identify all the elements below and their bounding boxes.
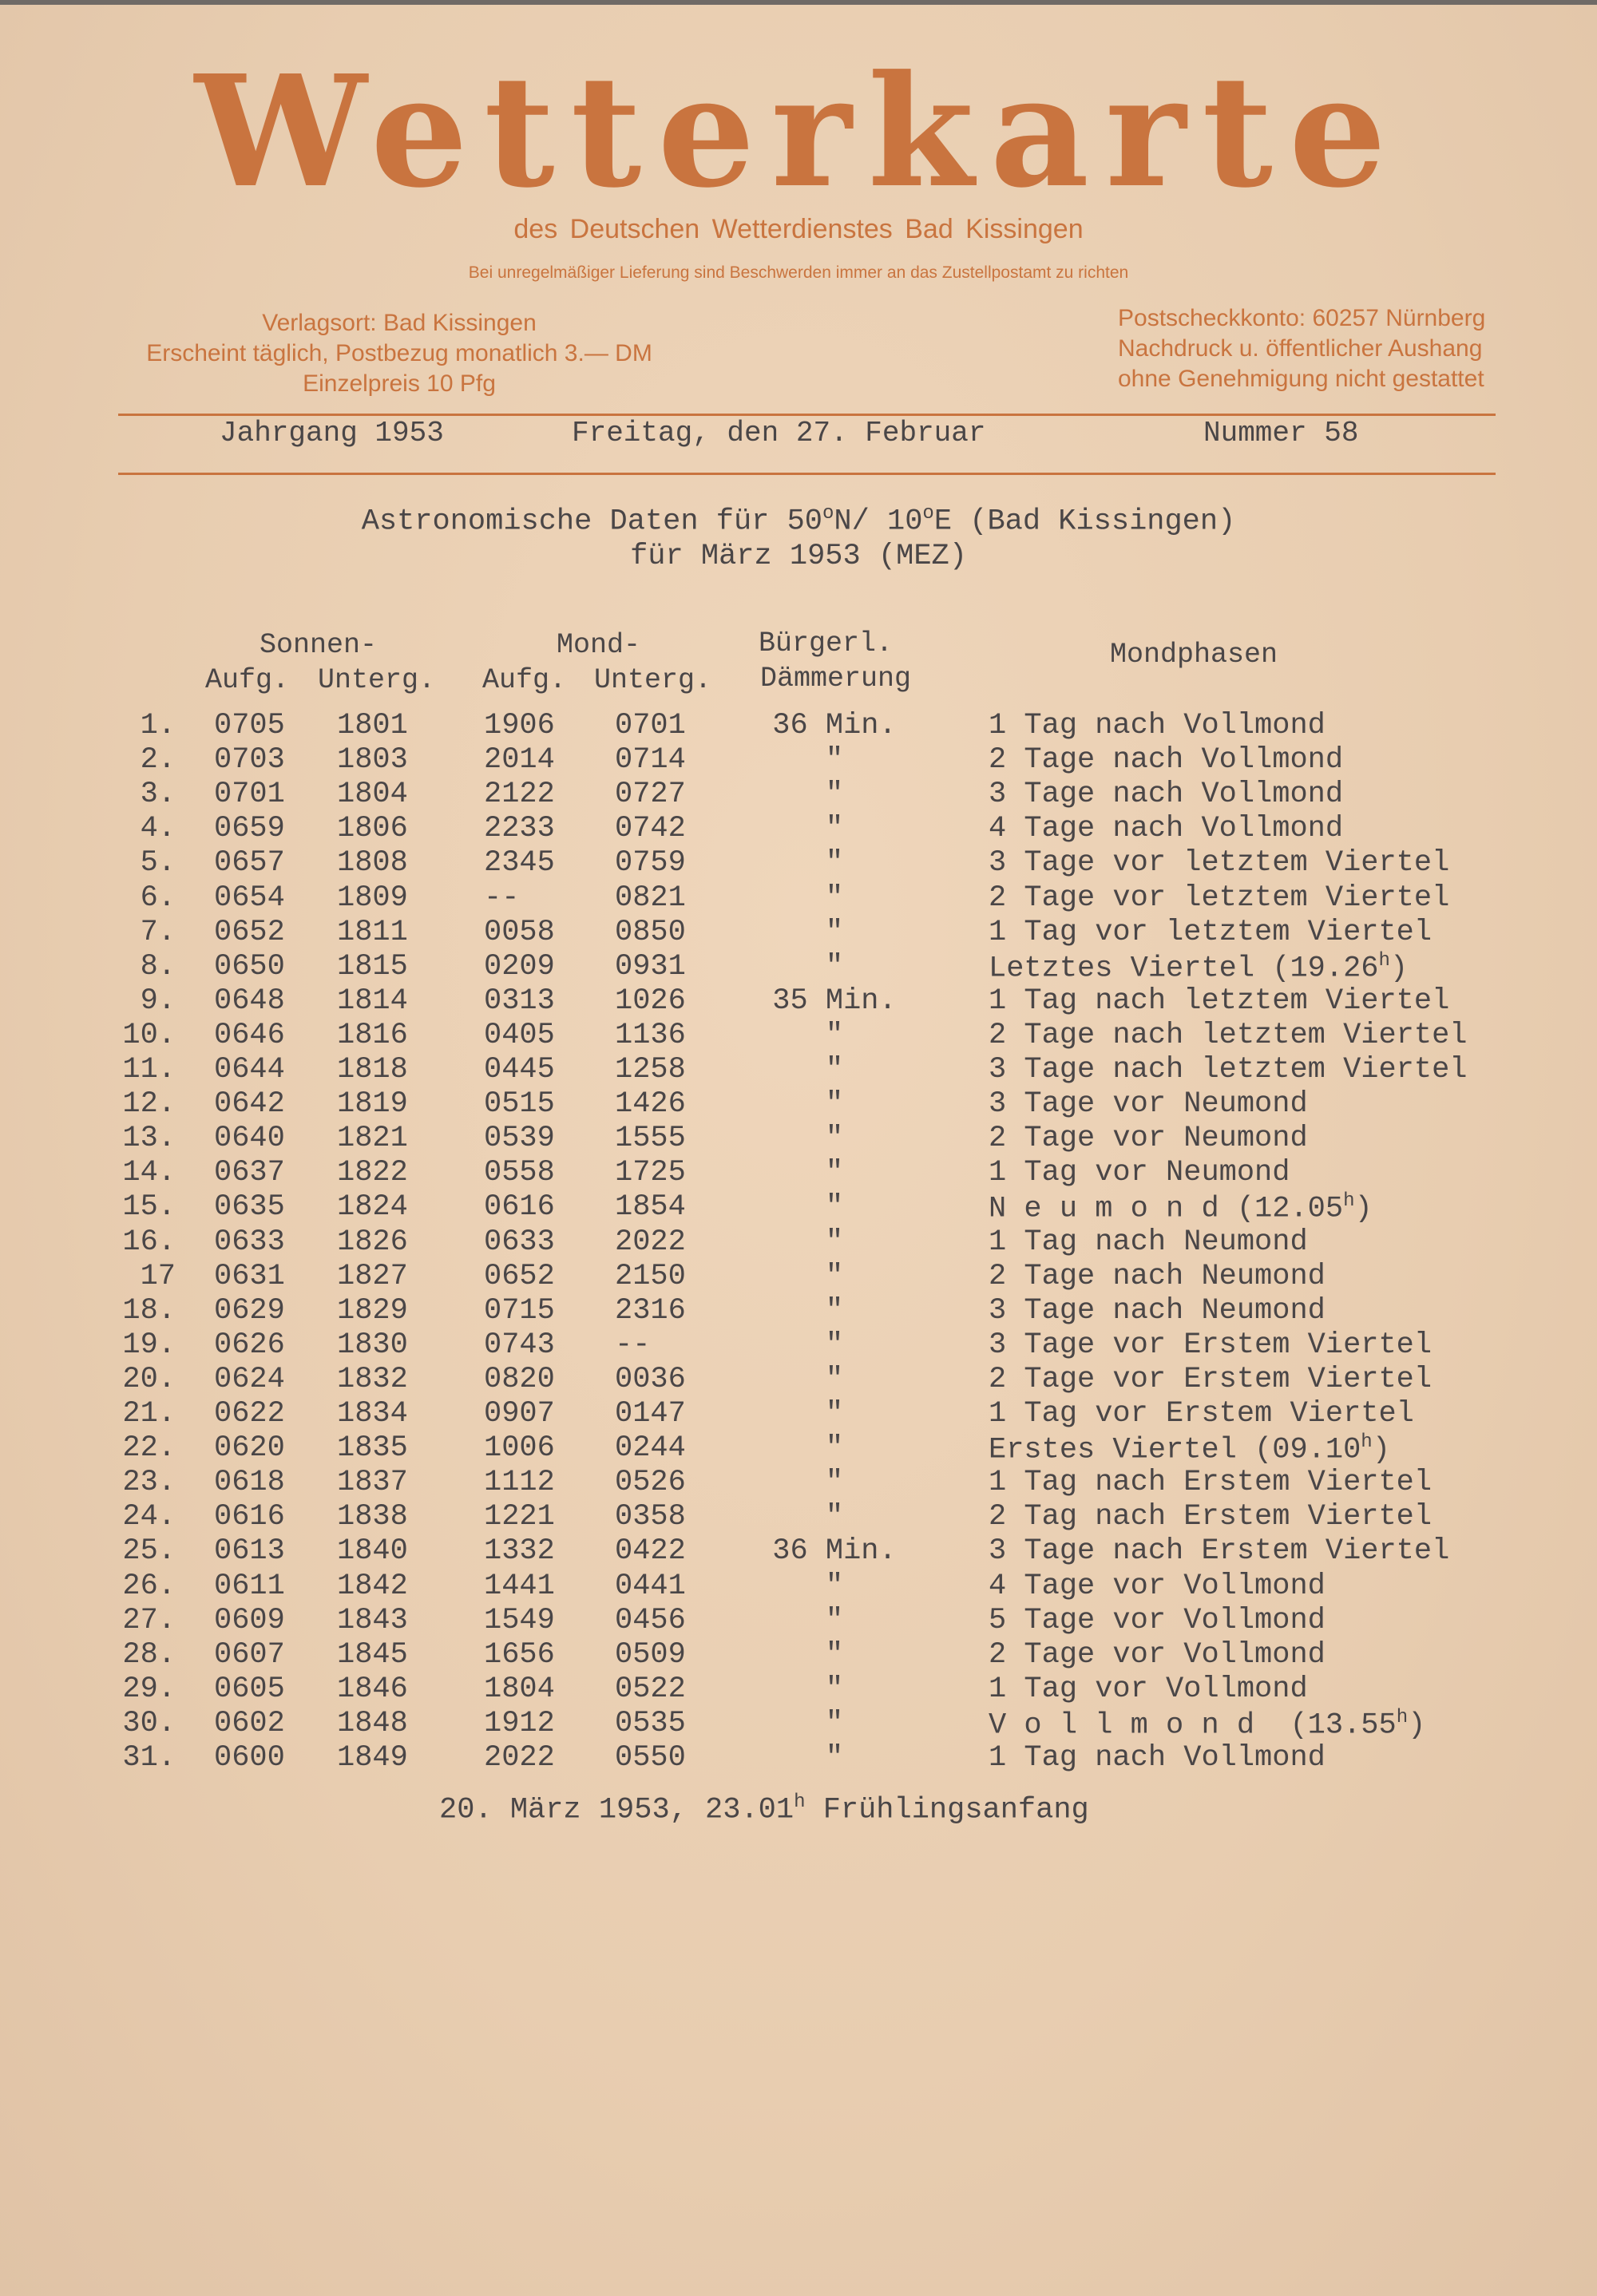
sunrise-cell: 0616 (214, 1500, 285, 1534)
moonset-cell: 1026 (615, 984, 686, 1018)
moonrise-cell: 2345 (484, 846, 555, 881)
moonphase-cell: 3 Tage nach Vollmond (989, 778, 1344, 812)
day-cell: 17 (140, 1259, 176, 1293)
moonset-cell: 0714 (615, 743, 686, 778)
sunrise-cell: 0620 (214, 1431, 285, 1466)
moonphase-cell: 1 Tag nach letztem Viertel (989, 984, 1450, 1018)
day-cell: 15. (122, 1190, 176, 1225)
moonrise-cell: 1441 (484, 1569, 555, 1603)
moonset-cell: 1854 (615, 1190, 686, 1225)
twilight-cell: " (825, 1018, 844, 1052)
publisher-info (120, 308, 679, 399)
day-cell: 6. (140, 881, 176, 915)
day-cell: 20. (122, 1362, 176, 1396)
table-row (0, 1431, 1597, 1466)
table-row (0, 1087, 1597, 1122)
issue-date: Freitag, den 27. Februar (572, 417, 986, 449)
col-group-moon: Mond- (557, 629, 641, 661)
sunrise-cell: 0622 (214, 1397, 285, 1431)
twilight-cell: " (825, 881, 844, 915)
twilight-cell: " (825, 1466, 844, 1500)
moonrise-cell: 0539 (484, 1122, 555, 1156)
moonphase-cell: Erstes Viertel (09.10$^h$) (989, 1431, 1390, 1467)
sunrise-cell: 0650 (214, 949, 285, 984)
moonset-cell: 0550 (615, 1741, 686, 1775)
moonrise-cell: 0445 (484, 1053, 555, 1087)
moonset-cell: 0931 (615, 949, 686, 984)
table-row (0, 1294, 1597, 1328)
moonset-cell: 0522 (615, 1672, 686, 1706)
moonphase-cell: 3 Tage nach Neumond (989, 1293, 1326, 1328)
moonset-cell: 0727 (615, 778, 686, 812)
day-cell: 18. (122, 1293, 176, 1328)
table-row (0, 1707, 1597, 1741)
twilight-cell: 36 Min. (772, 1534, 897, 1569)
moonphase-cell: 4 Tage nach Vollmond (989, 812, 1344, 846)
day-cell: 10. (122, 1018, 176, 1052)
masthead-title: Wetterkarte (194, 42, 1403, 222)
moonset-cell: 0742 (615, 812, 686, 846)
table-row (0, 846, 1597, 881)
table-row (0, 1190, 1597, 1225)
day-cell: 23. (122, 1466, 176, 1500)
moonphase-cell: 3 Tage nach Erstem Viertel (989, 1534, 1450, 1569)
day-cell: 21. (122, 1397, 176, 1431)
moonphase-cell: 4 Tage vor Vollmond (989, 1569, 1326, 1603)
account-line-3: ohne Genehmigung nicht gestattet (1118, 366, 1484, 392)
sunset-cell: 1827 (337, 1259, 408, 1293)
sunrise-cell: 0703 (214, 743, 285, 778)
account-info (1118, 303, 1497, 394)
twilight-cell: " (825, 1706, 844, 1740)
sunset-cell: 1829 (337, 1293, 408, 1328)
publisher-line-2: Erscheint täglich, Postbezug monatlich 3.— DM (146, 340, 652, 366)
twilight-cell: " (825, 1431, 844, 1466)
moonset-cell: 1426 (615, 1087, 686, 1122)
moonrise-cell: 2014 (484, 743, 555, 778)
day-cell: 9. (140, 984, 176, 1018)
sunrise-cell: 0605 (214, 1672, 285, 1706)
moonphase-cell: 2 Tage vor letztem Viertel (989, 881, 1450, 915)
moonrise-cell: 2233 (484, 812, 555, 846)
twilight-cell: " (825, 778, 844, 812)
day-cell: 25. (122, 1534, 176, 1569)
twilight-cell: " (825, 1259, 844, 1293)
day-cell: 1. (140, 709, 176, 742)
sunset-cell: 1846 (337, 1672, 408, 1706)
publisher-line-1: Verlagsort: Bad Kissingen (262, 310, 537, 336)
sunrise-cell: 0624 (214, 1362, 285, 1396)
table-row (0, 1673, 1597, 1707)
table-row (0, 1741, 1597, 1775)
day-cell: 14. (122, 1156, 176, 1190)
moonrise-cell: 0715 (484, 1293, 555, 1328)
twilight-cell: 35 Min. (772, 984, 897, 1018)
moonrise-cell: 0058 (484, 915, 555, 949)
day-cell: 29. (122, 1672, 176, 1706)
sunset-cell: 1803 (337, 743, 408, 778)
day-cell: 4. (140, 812, 176, 846)
day-cell: 19. (122, 1328, 176, 1362)
twilight-cell: " (825, 1087, 844, 1122)
footer-note: 20. März 1953, 23.01$^h$ Frühlingsanfang (439, 1791, 1089, 1827)
moonrise-cell: 0313 (484, 984, 555, 1018)
sunrise-cell: 0626 (214, 1328, 285, 1362)
moonset-cell: 0441 (615, 1569, 686, 1603)
moonphase-cell: 1 Tag vor Vollmond (989, 1672, 1308, 1706)
moonset-cell: 1258 (615, 1053, 686, 1087)
sunrise-cell: 0600 (214, 1741, 285, 1775)
sunset-cell: 1818 (337, 1053, 408, 1087)
moonphase-cell: 1 Tag vor Erstem Viertel (989, 1397, 1414, 1431)
sunrise-cell: 0629 (214, 1293, 285, 1328)
moonset-cell: 0850 (615, 915, 686, 949)
sunset-cell: 1814 (337, 984, 408, 1018)
table-row (0, 1604, 1597, 1638)
header-rule-top (118, 414, 1496, 416)
moonphase-cell: 2 Tage nach Vollmond (989, 743, 1344, 778)
moonphase-cell: 2 Tage vor Neumond (989, 1122, 1308, 1156)
moonrise-cell: 0405 (484, 1018, 555, 1052)
moonrise-cell: 0743 (484, 1328, 555, 1362)
moonset-cell: 0244 (615, 1431, 686, 1466)
day-cell: 31. (122, 1741, 176, 1775)
moonrise-cell: 1112 (484, 1466, 555, 1500)
moonrise-cell: 1906 (484, 709, 555, 742)
twilight-cell: " (825, 1225, 844, 1259)
account-line-1: Postscheckkonto: 60257 Nürnberg (1118, 305, 1486, 331)
twilight-cell: " (825, 743, 844, 778)
day-cell: 28. (122, 1637, 176, 1672)
table-row (0, 1053, 1597, 1087)
moonrise-cell: 1804 (484, 1672, 555, 1706)
sunset-cell: 1826 (337, 1225, 408, 1259)
moonrise-cell: 1006 (484, 1431, 555, 1466)
issue-year: Jahrgang 1953 (220, 417, 444, 449)
sunrise-cell: 0648 (214, 984, 285, 1018)
moonrise-cell: 1221 (484, 1500, 555, 1534)
moonrise-cell: 2122 (484, 778, 555, 812)
moonset-cell: 0456 (615, 1603, 686, 1637)
sunrise-cell: 0652 (214, 915, 285, 949)
moonphase-cell: 3 Tage vor letztem Viertel (989, 846, 1450, 881)
sunrise-cell: 0654 (214, 881, 285, 915)
sunset-cell: 1808 (337, 846, 408, 881)
day-cell: 16. (122, 1225, 176, 1259)
sunrise-cell: 0637 (214, 1156, 285, 1190)
sunset-cell: 1840 (337, 1534, 408, 1569)
moonphase-cell: 2 Tag nach Erstem Viertel (989, 1500, 1433, 1534)
col-sun-rise: Aufg. (205, 664, 290, 696)
moonrise-cell: 1656 (484, 1637, 555, 1672)
moonphase-cell: 1 Tag nach Vollmond (989, 709, 1326, 742)
sunrise-cell: 0631 (214, 1259, 285, 1293)
moonrise-cell: 0209 (484, 949, 555, 984)
moonset-cell: 0701 (615, 709, 686, 742)
day-cell: 27. (122, 1603, 176, 1637)
sunrise-cell: 0635 (214, 1190, 285, 1225)
moonphase-cell: 2 Tage vor Vollmond (989, 1637, 1326, 1672)
table-subtitle: für März 1953 (MEZ) (630, 540, 967, 573)
moonphase-cell: 1 Tag nach Vollmond (989, 1741, 1326, 1775)
moonphase-cell: 3 Tage nach letztem Viertel (989, 1053, 1468, 1087)
moonset-cell: 1136 (615, 1018, 686, 1052)
sunset-cell: 1835 (337, 1431, 408, 1466)
twilight-cell: " (825, 1328, 844, 1362)
moonset-cell: 0358 (615, 1500, 686, 1534)
moonphase-cell: 1 Tag nach Erstem Viertel (989, 1466, 1433, 1500)
table-row (0, 984, 1597, 1019)
sunset-cell: 1804 (337, 778, 408, 812)
table-row (0, 1638, 1597, 1673)
table-row (0, 950, 1597, 984)
day-cell: 5. (140, 846, 176, 881)
table-row (0, 812, 1597, 846)
sunset-cell: 1849 (337, 1741, 408, 1775)
twilight-cell: " (825, 1500, 844, 1534)
moonset-cell: 0422 (615, 1534, 686, 1569)
table-row (0, 1534, 1597, 1569)
moonset-cell: 0759 (615, 846, 686, 881)
sunrise-cell: 0633 (214, 1225, 285, 1259)
moonset-cell: 2316 (615, 1293, 686, 1328)
twilight-cell: " (825, 1293, 844, 1328)
sunset-cell: 1832 (337, 1362, 408, 1396)
col-moon-rise: Aufg. (482, 664, 567, 696)
sunrise-cell: 0611 (214, 1569, 285, 1603)
moonrise-cell: 0558 (484, 1156, 555, 1190)
table-row (0, 1570, 1597, 1604)
sunset-cell: 1845 (337, 1637, 408, 1672)
moonrise-cell: 0616 (484, 1190, 555, 1225)
moonset-cell: 0526 (615, 1466, 686, 1500)
moonrise-cell: 0652 (484, 1259, 555, 1293)
moonphase-cell: 3 Tage vor Neumond (989, 1087, 1308, 1122)
twilight-cell: " (825, 1053, 844, 1087)
moonphase-cell: 2 Tage nach letztem Viertel (989, 1018, 1468, 1052)
sunset-cell: 1806 (337, 812, 408, 846)
table-row (0, 1363, 1597, 1397)
moonrise-cell: 1549 (484, 1603, 555, 1637)
moonset-cell: 0509 (615, 1637, 686, 1672)
twilight-cell: " (825, 915, 844, 949)
moonphase-cell: 3 Tage vor Erstem Viertel (989, 1328, 1433, 1362)
moonset-cell: 0535 (615, 1706, 686, 1740)
moonset-cell: 1725 (615, 1156, 686, 1190)
table-row (0, 1500, 1597, 1534)
sunset-cell: 1842 (337, 1569, 408, 1603)
moonset-cell: 2150 (615, 1259, 686, 1293)
table-row (0, 881, 1597, 916)
sunset-cell: 1848 (337, 1706, 408, 1740)
sunset-cell: 1821 (337, 1122, 408, 1156)
twilight-cell: " (825, 949, 844, 984)
sunset-cell: 1819 (337, 1087, 408, 1122)
moonset-cell: 1555 (615, 1122, 686, 1156)
twilight-cell: " (825, 1672, 844, 1706)
sunrise-cell: 0642 (214, 1087, 285, 1122)
day-cell: 30. (122, 1706, 176, 1740)
moonset-cell: 2022 (615, 1225, 686, 1259)
table-row (0, 1397, 1597, 1431)
table-row (0, 1328, 1597, 1363)
moonset-cell: 0147 (615, 1397, 686, 1431)
twilight-cell: " (825, 1397, 844, 1431)
day-cell: 12. (122, 1087, 176, 1122)
sunrise-cell: 0640 (214, 1122, 285, 1156)
masthead-subtitle: des Deutschen Wetterdienstes Bad Kissingen (513, 214, 1084, 244)
publisher-line-3: Einzelpreis 10 Pfg (303, 370, 496, 397)
moonrise-cell: 2022 (484, 1741, 555, 1775)
day-cell: 11. (122, 1053, 176, 1087)
moonrise-cell: 0633 (484, 1225, 555, 1259)
table-row (0, 778, 1597, 812)
moonphase-cell: 2 Tage nach Neumond (989, 1259, 1326, 1293)
twilight-cell: " (825, 1741, 844, 1775)
table-row (0, 916, 1597, 950)
moonphase-cell: 1 Tag vor letztem Viertel (989, 915, 1433, 949)
moonphase-cell: 1 Tag nach Neumond (989, 1225, 1308, 1259)
sunrise-cell: 0657 (214, 846, 285, 881)
table-row (0, 743, 1597, 778)
sunset-cell: 1837 (337, 1466, 408, 1500)
twilight-cell: " (825, 1122, 844, 1156)
sunrise-cell: 0705 (214, 709, 285, 742)
moonphase-cell: N e u m o n d (12.05$^h$) (989, 1190, 1373, 1226)
table-row (0, 1260, 1597, 1294)
day-cell: 8. (140, 949, 176, 984)
col-twilight-sub: Dämmerung (760, 663, 912, 695)
moonrise-cell: -- (484, 881, 520, 915)
sunrise-cell: 0609 (214, 1603, 285, 1637)
moonphase-cell: 1 Tag vor Neumond (989, 1156, 1290, 1190)
sunset-cell: 1838 (337, 1500, 408, 1534)
twilight-cell: " (825, 1603, 844, 1637)
sunset-cell: 1843 (337, 1603, 408, 1637)
sunrise-cell: 0613 (214, 1534, 285, 1569)
sunrise-cell: 0701 (214, 778, 285, 812)
table-row (0, 1225, 1597, 1260)
col-moonphases: Mondphasen (1110, 639, 1278, 671)
moonphase-cell: V o l l m o n d (13.55$^h$) (989, 1706, 1426, 1743)
table-row (0, 1156, 1597, 1190)
moonset-cell: -- (615, 1328, 651, 1362)
twilight-cell: " (825, 1362, 844, 1396)
day-cell: 26. (122, 1569, 176, 1603)
table-row (0, 1466, 1597, 1500)
delivery-notice: Bei unregelmäßiger Lieferung sind Beschwerden immer an das Zustellpostamt zu richten (468, 263, 1129, 282)
moonrise-cell: 0907 (484, 1397, 555, 1431)
day-cell: 24. (122, 1500, 176, 1534)
sunrise-cell: 0644 (214, 1053, 285, 1087)
moonrise-cell: 1912 (484, 1706, 555, 1740)
moonphase-cell: 2 Tage vor Erstem Viertel (989, 1362, 1433, 1396)
twilight-cell: " (825, 1156, 844, 1190)
scan-top-edge (0, 0, 1597, 5)
sunrise-cell: 0607 (214, 1637, 285, 1672)
col-group-twilight: Bürgerl. (759, 627, 894, 659)
table-row (0, 1019, 1597, 1053)
day-cell: 3. (140, 778, 176, 812)
col-moon-set: Unterg. (594, 664, 712, 696)
sunrise-cell: 0602 (214, 1706, 285, 1740)
twilight-cell: " (825, 1569, 844, 1603)
issue-number: Nummer 58 (1203, 417, 1359, 449)
twilight-cell: " (825, 1190, 844, 1225)
sunset-cell: 1822 (337, 1156, 408, 1190)
sunset-cell: 1824 (337, 1190, 408, 1225)
moonrise-cell: 0820 (484, 1362, 555, 1396)
col-sun-set: Unterg. (318, 664, 436, 696)
moonset-cell: 0036 (615, 1362, 686, 1396)
table-row (0, 709, 1597, 743)
sunset-cell: 1816 (337, 1018, 408, 1052)
moonrise-cell: 1332 (484, 1534, 555, 1569)
sunset-cell: 1830 (337, 1328, 408, 1362)
moonphase-cell: Letztes Viertel (19.26$^h$) (989, 949, 1409, 986)
sunrise-cell: 0659 (214, 812, 285, 846)
table-row (0, 1122, 1597, 1156)
sunset-cell: 1809 (337, 881, 408, 915)
twilight-cell: 36 Min. (772, 709, 897, 742)
sunrise-cell: 0618 (214, 1466, 285, 1500)
header-rule-bottom (118, 473, 1496, 475)
day-cell: 2. (140, 743, 176, 778)
sunset-cell: 1801 (337, 709, 408, 742)
col-group-sun: Sonnen- (260, 629, 378, 661)
moonphase-cell: 5 Tage vor Vollmond (989, 1603, 1326, 1637)
moonrise-cell: 0515 (484, 1087, 555, 1122)
account-line-2: Nachdruck u. öffentlicher Aushang (1118, 335, 1483, 362)
twilight-cell: " (825, 1637, 844, 1672)
sunrise-cell: 0646 (214, 1018, 285, 1052)
twilight-cell: " (825, 812, 844, 846)
day-cell: 7. (140, 915, 176, 949)
day-cell: 13. (122, 1122, 176, 1156)
twilight-cell: " (825, 846, 844, 881)
sunset-cell: 1815 (337, 949, 408, 984)
table-title: Astronomische Daten für 50$^o$N/ 10$^o$E (Bad Kissingen) (361, 503, 1236, 539)
moonset-cell: 0821 (615, 881, 686, 915)
day-cell: 22. (122, 1431, 176, 1466)
sunset-cell: 1811 (337, 915, 408, 949)
sunset-cell: 1834 (337, 1397, 408, 1431)
